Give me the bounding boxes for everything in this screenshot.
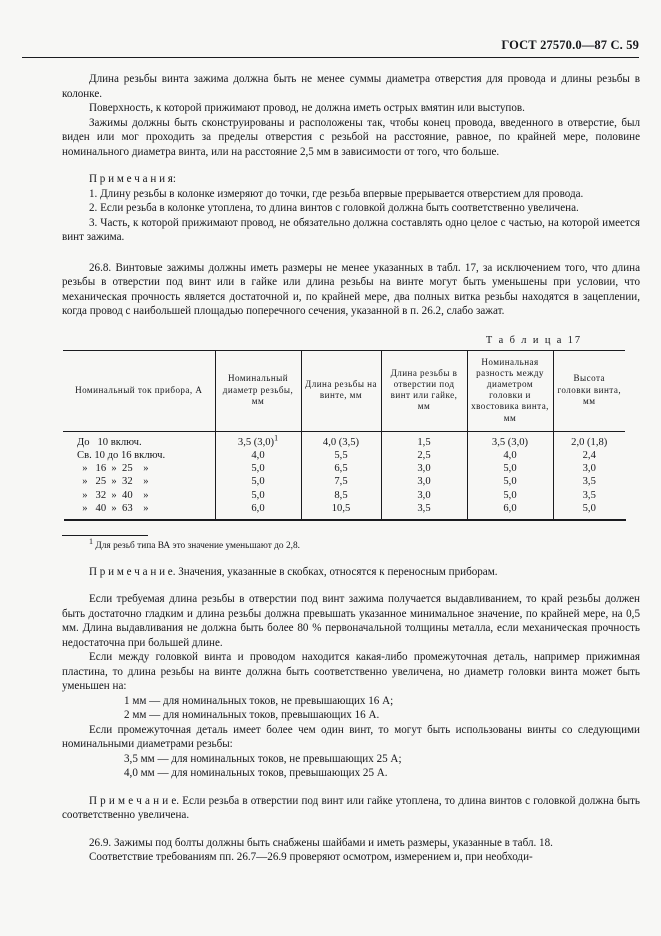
table-cell-value: 5,0 bbox=[467, 462, 553, 475]
table-column-header: Номинальный ток прибора, А bbox=[63, 350, 215, 431]
table-cell-value: 5,0 bbox=[467, 475, 553, 488]
list-item-1mm: 1 мм — для номинальных токов, не превышающих 16 А; bbox=[124, 694, 394, 707]
table-cell-value: 4,0 bbox=[215, 449, 301, 462]
table-cell-value: 6,0 bbox=[215, 502, 301, 519]
table-cell-value: 3,0 bbox=[381, 462, 467, 475]
paragraph-multi-screw: Если промежуточная деталь имеет более чем один винт, то могут быть использованы винты со следующими номинальными диаметрами резьбы: bbox=[62, 723, 640, 751]
table-cell-value: 5,0 bbox=[215, 475, 301, 488]
note-item-2: 2. Если резьба в колонке утоплена, то длина винтов с головкой должна быть соответственно увеличена. bbox=[89, 202, 579, 214]
page-content bbox=[62, 72, 640, 865]
table-row bbox=[63, 489, 625, 502]
footnote-text: Для резьб типа ВА это значение уменьшают до 2,8. bbox=[95, 540, 301, 551]
spacer bbox=[62, 823, 640, 836]
table-cell-value: 3,5 $(3,0)^1$ bbox=[215, 431, 301, 449]
table-cell-current-range: » 32 » 40 » bbox=[63, 489, 215, 502]
spacer bbox=[62, 319, 640, 335]
paragraph-surface: Поверхность, к которой прижимают провод, не должна иметь острых вмятин или выступов. bbox=[89, 102, 525, 114]
table-cell-current-range: » 40 » 63 » bbox=[63, 502, 215, 519]
table-cell-value: 6,0 bbox=[467, 502, 553, 519]
table-cell-value: 4,0 (3,5) bbox=[301, 431, 381, 449]
table-cell-value: 5,0 bbox=[215, 462, 301, 475]
spacer bbox=[62, 159, 640, 172]
paragraph-thread-length: Длина резьбы винта зажима должна быть не менее суммы диаметра отверстия для провода и длины резьбы в колонке. bbox=[62, 73, 640, 100]
paragraph-26-8: 26.8. Винтовые зажимы должны иметь размеры не менее указанных в табл. 17, за исключением того, что длина резьбы в отверстии под винт или в гайке или длина резьбы на винте могут быть уменьшены при условии, что механическая прочность является достаточной и, по крайней мере, два полных витка резьбы находятся в зацеплении, когда провод с наибольшей площадью поперечного сечения, указанной в п. 26.2, слабо зажат. bbox=[62, 261, 640, 317]
list-item-3-5mm: 3,5 мм — для номинальных токов, не превышающих 25 А; bbox=[124, 752, 402, 765]
table-cell-value: 3,5 bbox=[553, 489, 625, 502]
table-row bbox=[63, 449, 625, 462]
table-cell-current-range: » 16 » 25 » bbox=[63, 462, 215, 475]
table-row bbox=[63, 475, 625, 488]
paragraph-26-9: 26.9. Зажимы под болты должны быть снабжены шайбами и иметь размеры, указанные в табл. 18. bbox=[89, 836, 553, 849]
table-column-header: Номинальная разность между диаметром головки и хвостовика винта, мм bbox=[467, 350, 553, 431]
table-column-header: Длина резьбы на винте, мм bbox=[301, 350, 381, 431]
list-item-2mm: 2 мм — для номинальных токов, превышающих 16 А. bbox=[124, 709, 380, 722]
paragraph-intermediate-part: Если между головкой винта и проводом находится какая-либо промежуточная деталь, например прижимная пластина, то длина резьбы на винте должна быть соответственно увеличена, но диаметр головки винта может быть уменьшен на: bbox=[62, 651, 640, 693]
table-cell-value: 10,5 bbox=[301, 502, 381, 519]
note-item-1: 1. Длину резьбы в колонке измеряют до точки, где резьба впервые прерывается отверстием для провода. bbox=[89, 187, 584, 200]
note-final: П р и м е ч а н и е. Если резьба в отверстии под винт или гайке утоплена, то длина винтов с головкой должна быть соответственно увеличена. bbox=[62, 794, 640, 822]
header-rule bbox=[22, 57, 639, 58]
table-column-header: Высота головки винта, мм bbox=[553, 350, 625, 431]
table-cell-value: 3,0 bbox=[553, 462, 625, 475]
table-header-row bbox=[63, 350, 625, 431]
spacer bbox=[62, 245, 640, 261]
table-cell-value: 5,5 bbox=[301, 449, 381, 462]
table-cell-value: 6,5 bbox=[301, 462, 381, 475]
table-cell-value: 5,0 bbox=[215, 489, 301, 502]
footnote-marker: 1 bbox=[89, 536, 93, 546]
table-caption: Т а б л и ц а 17 bbox=[485, 334, 582, 346]
table-cell-current-range: До 10 включ. bbox=[63, 431, 215, 449]
paragraph-extrusion: Если требуемая длина резьбы в отверстии под винт зажима получается выдавливанием, то край резьбы должен быть достаточно гладким и длина резьбы должна превышать указанное минимальное значение, по крайней мере, на 0,5 мм. Длина выдавливания не должна быть более 80 % первоначальной толщины металла, если механическая прочность недостаточна при большей длине. bbox=[62, 593, 640, 649]
table-cell-value: 2,5 bbox=[381, 449, 467, 462]
table-cell-value: 2,0 (1,8) bbox=[553, 431, 625, 449]
table-row bbox=[63, 431, 625, 449]
table-cell-value: 3,0 bbox=[381, 475, 467, 488]
table-row bbox=[63, 462, 625, 475]
note-item-3: 3. Часть, к которой прижимают провод, не обязательно должна составлять одно целое с частью, на которой имеется винт зажима. bbox=[62, 216, 640, 243]
table-cell-value: 8,5 bbox=[301, 489, 381, 502]
footnote-rule bbox=[62, 535, 148, 536]
table-cell-value: 3,5 bbox=[553, 475, 625, 488]
table-cell-value: 2,4 bbox=[553, 449, 625, 462]
spacer bbox=[62, 781, 640, 794]
note-after-table: П р и м е ч а н и е. Значения, указанные в скобках, относятся к переносным приборам. bbox=[89, 565, 498, 578]
table-bottom-rule bbox=[64, 519, 626, 521]
paragraph-compliance: Соответствие требованиям пп. 26.7—26.9 проверяют осмотром, измерением и, при необходи- bbox=[89, 851, 533, 864]
running-header: ГОСТ 27570.0—87 С. 59 bbox=[501, 38, 639, 52]
table-cell-value: 5,0 bbox=[467, 489, 553, 502]
table-cell-value: 1,5 bbox=[381, 431, 467, 449]
spacer bbox=[62, 579, 640, 592]
table-footnote bbox=[62, 536, 640, 552]
table-cell-value: 4,0 bbox=[467, 449, 553, 462]
table-cell-value: 3,5 bbox=[381, 502, 467, 519]
table-cell-current-range: » 25 » 32 » bbox=[63, 475, 215, 488]
table-column-header: Длина резьбы в отверстии под винт или гайке, мм bbox=[381, 350, 467, 431]
table-cell-current-range: Св. 10 до 16 включ. bbox=[63, 449, 215, 462]
footnote-reference: 1 bbox=[274, 433, 279, 443]
table-cell-value: 7,5 bbox=[301, 475, 381, 488]
table-cell-value: 3,5 (3,0) bbox=[467, 431, 553, 449]
table-cell-value: 3,0 bbox=[381, 489, 467, 502]
notes-heading: П р и м е ч а н и я: bbox=[89, 173, 176, 185]
paragraph-terminal-design: Зажимы должны быть сконструированы и расположены так, чтобы конец провода, введенного в отверстие, был виден или мог проходить за пределы отверстия с резьбой на расстояние, равное, по крайней мере, половине номинального диаметра винта, или на расстояние 2,5 мм в зависимости от того, что больше. bbox=[62, 116, 640, 158]
table-cell-value: 5,0 bbox=[553, 502, 625, 519]
spacer bbox=[62, 552, 640, 565]
table-17 bbox=[63, 350, 625, 521]
table-column-header: Номинальный диаметр резьбы, мм bbox=[215, 350, 301, 431]
list-item-4-0mm: 4,0 мм — для номинальных токов, превышающих 25 А. bbox=[124, 767, 388, 780]
table-row bbox=[63, 502, 625, 519]
